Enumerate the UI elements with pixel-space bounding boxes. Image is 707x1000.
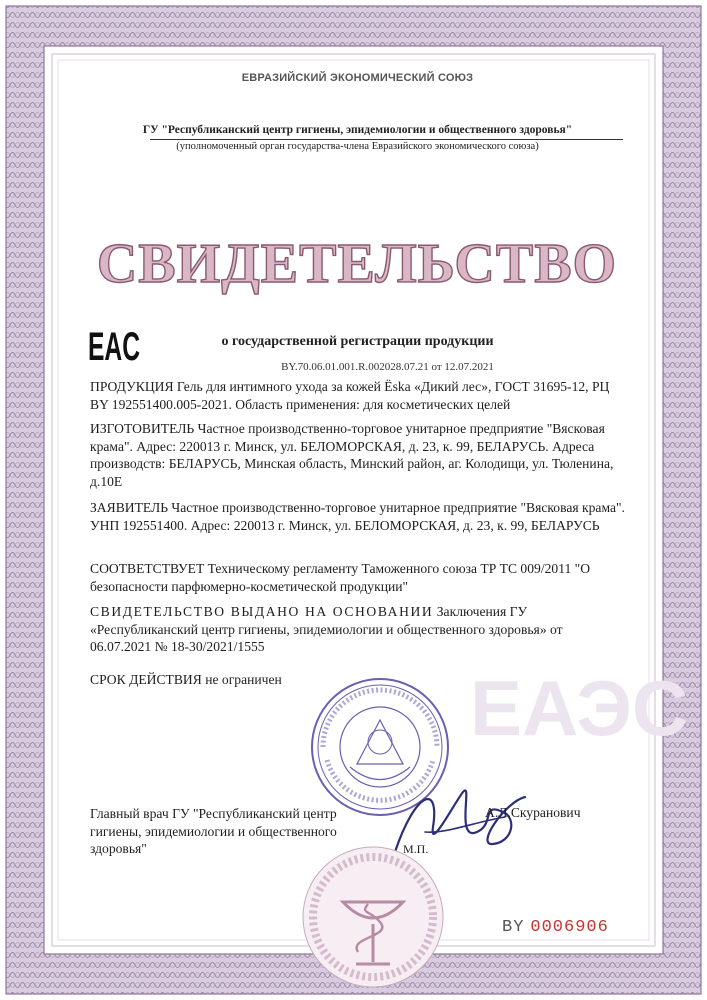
product-text: Гель для интимного ухода за кожей Ёska «Дикий лес», ГОСТ 31695-12, РЦ BY 192551400.005-2021. Область применения: для косметических целей	[90, 379, 610, 412]
validity-label: СРОК ДЕЙСТВИЯ	[90, 672, 202, 687]
certificate-subtitle: о государственной регистрации продукции	[221, 334, 494, 349]
registration-number: BY.70.06.01.001.R.002028.07.21 от 12.07.2021	[281, 361, 494, 373]
signer-name: А.Л.Скуранович	[485, 805, 581, 820]
stamp-place-label: М.П.	[403, 842, 429, 856]
basis-text: Заключения ГУ «Республиканский центр гигиены, эпидемиологии и общественного здоровья» от 06.07.2021 № 18-30/2021/1555	[90, 604, 563, 655]
basis-label: СВИДЕТЕЛЬСТВО ВЫДАНО НА ОСНОВАНИИ	[90, 604, 434, 619]
manufacturer-label: ИЗГОТОВИТЕЛЬ	[90, 421, 195, 436]
eac-mark-text: EAC	[88, 325, 140, 369]
signer-position: Главный врач ГУ "Республиканский центр гигиены, эпидемиологии и общественного здоровья"	[90, 806, 337, 857]
serial-prefix: BY	[502, 918, 525, 937]
medical-emblem-icon	[298, 842, 448, 992]
issuing-organization: ГУ "Республиканский центр гигиены, эпидемиологии и общественного здоровья"	[142, 124, 573, 136]
applicant-section	[90, 499, 625, 534]
union-heading: ЕВРАЗИЙСКИЙ ЭКОНОМИЧЕСКИЙ СОЮЗ	[241, 72, 474, 84]
basis-section	[90, 603, 625, 656]
validity-text: не ограничен	[201, 672, 282, 687]
manufacturer-text: Частное производственно-торговое унитарное предприятие "Вясковая крама". Адрес: 220013 г. Минск, ул. БЕЛОМОРСКАЯ, д. 23, к. 99, БЕЛАРУСЬ. Адреса производств: БЕЛАРУСЬ, Минская область, Минский район, аг. Колодищи, ул. Тюленина, д.10Е	[90, 421, 614, 489]
certificate-title	[90, 218, 625, 298]
applicant-text: Частное производственно-торговое унитарное предприятие "Вясковая крама". УНП 192551400. Адрес: 220013 г. Минск, ул. БЕЛОМОРСКАЯ, д. 23, к. 99, БЕЛАРУСЬ	[90, 500, 625, 533]
serial-number	[502, 918, 609, 937]
title-text: СВИДЕТЕЛЬСТВО	[96, 233, 618, 295]
product-section	[90, 378, 625, 413]
organization-note: (уполномоченный орган государства-члена Евразийского экономического союза)	[176, 141, 539, 152]
conformity-text: Техническому регламенту Таможенного союза ТР ТС 009/2011 "О безопасности парфюмерно-косметической продукции"	[90, 561, 591, 594]
certificate-content	[90, 60, 625, 950]
applicant-label: ЗАЯВИТЕЛЬ	[90, 500, 169, 515]
serial-digits: 0006906	[530, 918, 609, 937]
conformity-label: СООТВЕТСТВУЕТ	[90, 561, 205, 576]
manufacturer-section	[90, 420, 625, 490]
conformity-section	[90, 560, 625, 595]
svg-text:ЕАЭС: ЕАЭС	[470, 664, 689, 752]
organization-underline	[150, 139, 623, 140]
product-label: ПРОДУКЦИЯ	[90, 379, 174, 394]
